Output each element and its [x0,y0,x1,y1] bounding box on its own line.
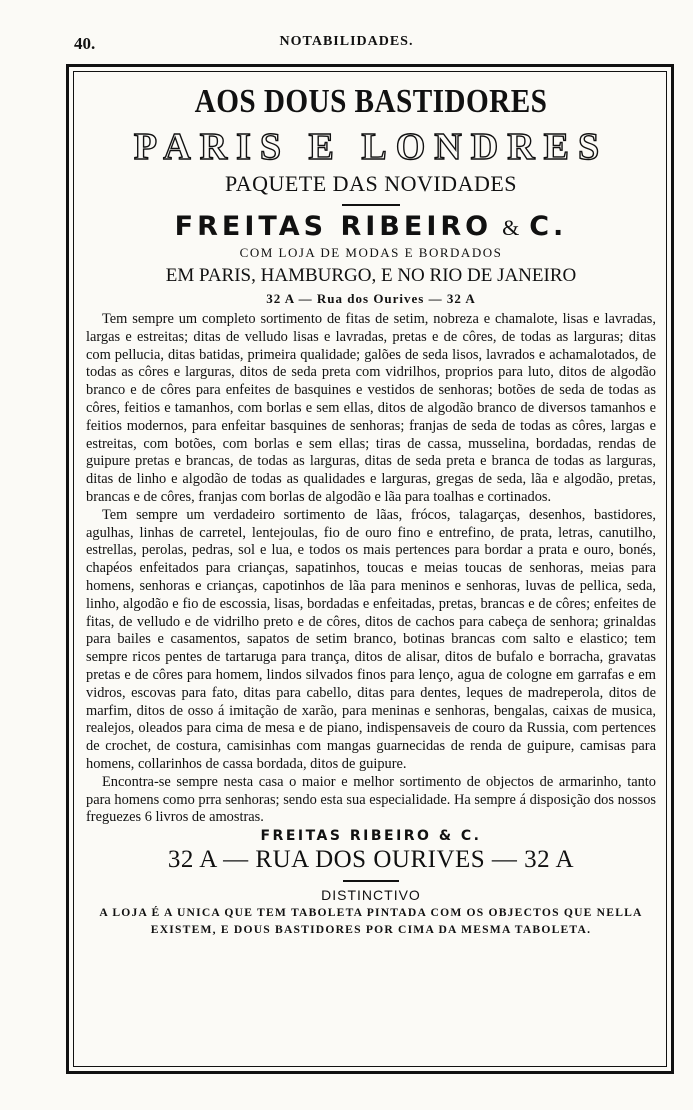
address-top: 32 A — Rua dos Ourives — 32 A [266,291,476,306]
firm-ampersand: & [502,215,520,240]
distinctive-text: A LOJA É A UNICA QUE TEM TABOLETA PINTADA COM OS OBJECTOS QUE NELLA EXISTEM, E DOUS BASTIDORES POR CIMA DA MESMA TABOLETA. [99,906,643,937]
firm-name-bottom: FREITAS RIBEIRO & C. [260,828,482,845]
advert-title: AOS DOUS BASTIDORES [194,83,548,120]
divider-rule [342,204,400,206]
cities-line: EM PARIS, HAMBURGO, E NO RIO DE JANEIRO [165,265,577,286]
running-title: NOTABILIDADES. [279,34,414,49]
page-header [0,34,693,56]
firm-company: C. [529,211,568,242]
body-paragraph: Tem sempre um verdadeiro sortimento de lãas, frócos, talagarças, desenhos, bastidores, agulhas, linhas de carretel, lentejoulas, fio de ouro fino e entrefino, de prata, letras, canutilho, estrellas, perolas, pedras, sol e lua, e todos os mais pertences para bordar a prata e ouro, bonés, chapéos enfeitados para crianças, sapatinhos, toucas e meias toucas de senhoras, meias para homens, senhoras e crianças, capotinhos de lãa para meninos e senhoras, luvas de pellica, seda, linho, algodão e fio de escossia, lisas, bordadas e enfeitadas, pretas, brancas e de côres; enfeites de fitas, de velludo e de vidrilho preto e de côres, ditos de cachos para cabeça de senhora; grinaldas para bailes e casamentos, sapatos de setim branco, botinas brancas com salto e elastico; tem sempre ricos pentes de tartaruga para trança, ditos de alisar, ditos de bufalo e borracha, gravatas pretas e de côres para homem, lindos silvados finos para lenço, agua de cologne em garrafas e em vidros, escovas para fato, ditas para cabello, ditas para dentes, leques de madreperola, ditos de marfim, ditos de osso á imitação de xarão, para meninas e senhoras, bengalas, caixas de musica, realejos, oleados para cima de mesa e de piano, indispensaveis de couro da Russia, com pertences de crochet, de costura, camisinhas com mangas guarnecidas de renda de guipure, camisas para homens, collarinhos de cassa bordada, ditos de guipure. [86,506,656,772]
firm-name: FREITAS RIBEIRO [174,211,493,242]
body-paragraph: Tem sempre um completo sortimento de fitas de setim, nobreza e chamalote, lisas e lavradas, largas e estreitas; ditas de velludo lisas e lavradas, pretas e de côres, de todas as larguras; ditas com pellucia, ditas batidas, primeira qualidade; galões de seda lisos, lavrados e achamalotados, de todas as côres e larguras, ditos de seda preta com vidrilhos, proprios para luto, ditos de algodão branco e de côres para enfeites de basquines e vestidos de senhoras; botões de seda de todas as côres, feitios e tamanhos, com borlas e sem ellas, ditos de algodão branco de diversos tamanhos e feitios modernos, para enfeitar basquines de senhoras; franjas de seda de todas as côres, largas e estreitas, com botões, com borlas e sem ellas; tiras de cassa, musselina, bordadas, rendas de guipure pretas e brancas, de todas as larguras, ditas de seda preta e branca de todas as larguras, ditas de linho e algodão de todas as qualidades e larguras, gregas de seda, lãa e algodão, pretas, brancas e de côres, franjas com borlas de algodão e lãa para toalhas e cortinados. [86,311,656,505]
advert-tagline: PAQUETE DAS NOVIDADES [224,171,518,196]
shop-line: COM LOJA DE MODAS E BORDADOS [239,245,503,260]
advert-content [86,80,656,938]
advert-body [86,311,656,827]
body-paragraph: Encontra-se sempre nesta casa o maior e melhor sortimento de objectos de armarinho, tanto para homens como prra senhoras; sendo esta sua especialidade. Ha sempre á disposição dos nossos freguezes 6 livros de amostras. [86,773,656,826]
firm-name-line [86,212,656,243]
address-bottom: 32 A — RUA DOS OURIVES — 32 A [167,846,575,874]
page-number: 40. [74,34,96,53]
distinctive-heading: DISTINCTIVO [321,887,421,904]
divider-rule-bottom [343,880,399,882]
advert-subtitle: PARIS E LONDRES [133,126,609,168]
